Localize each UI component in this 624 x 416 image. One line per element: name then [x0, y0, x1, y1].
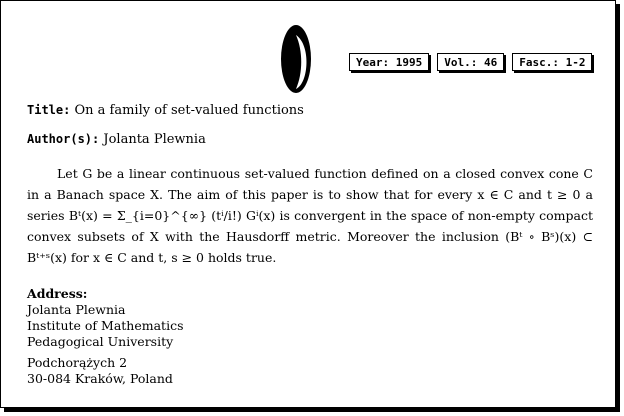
journal-logo — [279, 23, 313, 95]
address-label: Address: — [27, 286, 88, 301]
address-line: Institute of Mathematics — [27, 318, 184, 333]
authors-label: Author(s): — [27, 132, 100, 146]
address-line: 30-084 Kraków, Poland — [27, 371, 173, 386]
address-block — [27, 286, 593, 387]
abstract-sentence-3: Moreover the inclusion (Bᵗ ∘ Bˢ)(x) ⊂ Bᵗ⁺ˢ(x) for x ∈ C and t, s ≥ 0 holds true. — [27, 229, 593, 265]
title-label: Title: — [27, 103, 71, 117]
volume-badge: Vol.: 46 — [437, 53, 504, 71]
abstract-sentence-1: Let G be a linear continuous set-valued function defined on a closed convex cone C in a Banach space X. — [27, 166, 593, 202]
title-row — [27, 101, 593, 120]
fascicle-badge: Fasc.: 1-2 — [512, 53, 592, 71]
address-line: Podchorążych 2 — [27, 355, 128, 370]
author-row — [27, 130, 593, 149]
year-badge: Year: 1995 — [349, 53, 429, 71]
abstract — [27, 163, 593, 268]
address-line: Pedagogical University — [27, 334, 174, 349]
address-line: Jolanta Plewnia — [27, 302, 126, 317]
author-name: Jolanta Plewnia — [103, 132, 206, 147]
paper-title: On a family of set-valued functions — [74, 103, 304, 118]
paper-content — [27, 101, 593, 387]
abstract-sentence-2: The aim of this paper is to show that for every x ∈ C and t ≥ 0 a series Bᵗ(x) = Σ_{i=0}^{∞} (tⁱ/i!) Gⁱ(x) is convergent in the space of non-empty compact convex subsets of X with the Hausdorff metric. — [27, 187, 593, 244]
issue-badges — [349, 53, 592, 71]
